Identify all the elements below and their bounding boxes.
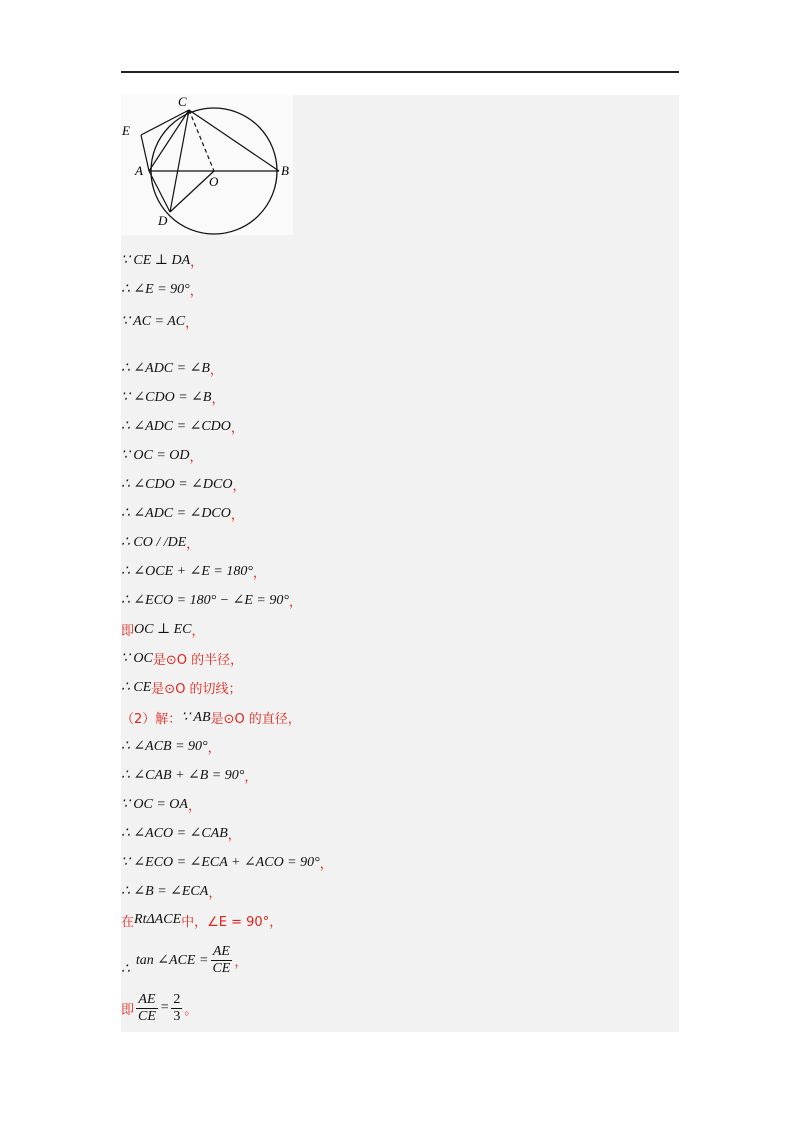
label-o: O (209, 174, 219, 189)
geometry-figure (121, 95, 293, 235)
proof-line: ∵ OC = OD ， (121, 447, 203, 465)
proof-line: 即 OC ⊥ EC ， (121, 621, 205, 639)
proof-line: ∵ AC = AC ， (121, 313, 199, 331)
proof-line: （2）解： ∵ AB 是⊙O 的直径， (121, 709, 301, 727)
proof-line: ∵ ∠ECO = ∠ECA + ∠ACO = 90° ， (121, 854, 333, 872)
proof-line: ∴ ∠E = 90° ， (121, 281, 203, 299)
proof-line: ∴ ∠ACO = ∠CAB ， (121, 825, 241, 843)
proof-line: ∴ ∠OCE + ∠E = 180° ， (121, 563, 266, 581)
tan-line: ∴ tan ∠ACE = $\frac{AE}{CE}$ ， (121, 943, 248, 977)
header-rule (121, 71, 679, 73)
proof-line: ∴ ∠ADC = ∠DCO ， (121, 505, 244, 523)
fraction-two-thirds: $\frac{2}{3}$ (173, 991, 181, 1024)
proof-line: ∴ ∠CAB + ∠B = 90° ， (121, 767, 258, 785)
label-e: E (122, 123, 130, 138)
proof-line: ∵ OC 是⊙O 的半径， (121, 650, 244, 668)
proof-line: ∴ ∠ECO = 180° − ∠E = 90° ， (121, 592, 302, 610)
proof-line: ∵ ∠CDO = ∠B ， (121, 389, 225, 407)
proof-line: ∴ ∠B = ∠ECA ， (121, 883, 222, 901)
proof-line: ∴ CE 是⊙O 的切线； (121, 679, 242, 697)
final-line: 即 $\frac{AE}{CE}$ = $\frac{2}{3}$ 。 (121, 991, 198, 1024)
proof-line: 在 RtΔACE 中，∠E = 90°， (121, 912, 283, 930)
proof-line: ∴ ∠ACB = 90° ， (121, 738, 221, 756)
proof-line: ∴ CO / /DE ， (121, 534, 200, 552)
proof-line: ∴ ∠CDO = ∠DCO ， (121, 476, 246, 494)
segment-ad (149, 171, 170, 212)
fraction-ae-ce: $\frac{AE}{CE}$ (212, 943, 231, 976)
proof-line: ∵ OC = OA ， (121, 796, 201, 814)
label-a: A (135, 163, 143, 178)
fraction-ae-ce: $\frac{AE}{CE}$ (138, 991, 156, 1024)
label-c: C (178, 95, 187, 109)
proof-line: ∴ ∠ADC = ∠CDO ， (121, 418, 244, 436)
proof-line: ∵ CE ⊥ DA ， (121, 252, 204, 270)
segment-cb (189, 110, 279, 171)
label-d: D (158, 213, 168, 228)
label-b: B (281, 163, 289, 178)
proof-line: ∴ ∠ADC = ∠B ， (121, 360, 223, 378)
